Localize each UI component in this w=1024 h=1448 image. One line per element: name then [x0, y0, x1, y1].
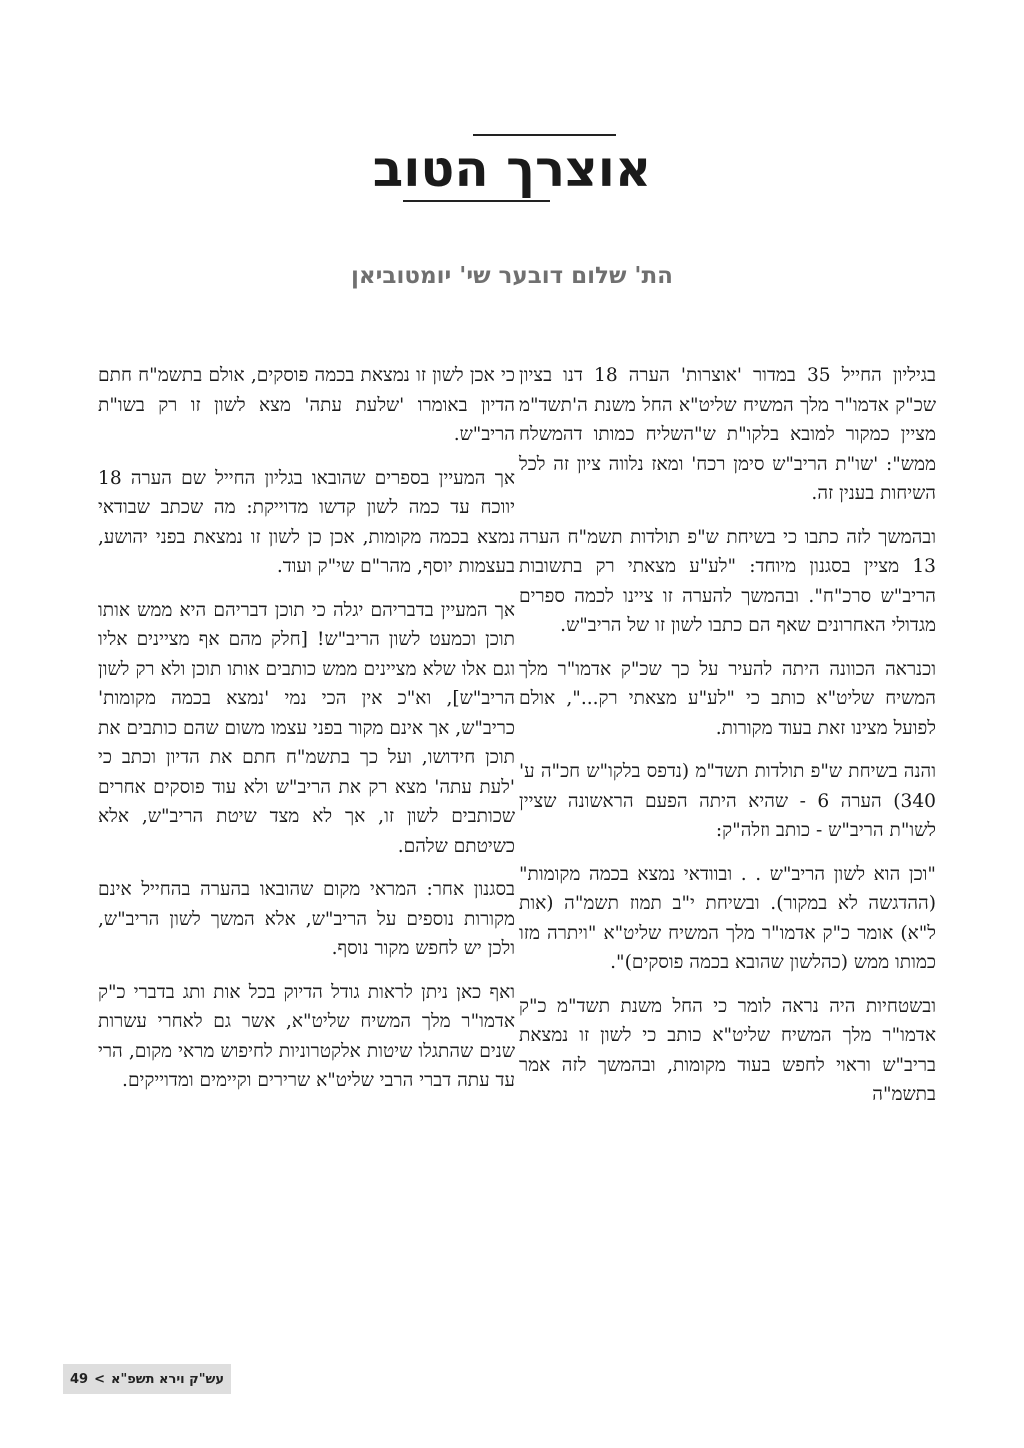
paragraph: "וכן הוא לשון הריב"ש . . ובוודאי נמצא בכמה מקומות" (ההדגשה לא במקור). ובשיחת י"ב תמוז תשמ"ה (אות ל"א) אומר כ"ק אדמו"ר מלך המשיח שליט"א "ויתרה מזו כמותו ממש (כהלשון שהובא בכמה פוסקים)". [519, 863, 936, 973]
paragraph: אך המעיין בדבריהם יגלה כי תוכן דבריהם היא ממש אותו תוכן וכמעט לשון הריב"ש! [חלק מהם אף מציינים אליו וגם אלו שלא מציינים ממש כותבים אותו תוכן ולא רק לשון הריב"ש], וא"כ אין הכי נמי 'נמצא בכמה מקומות' כריב"ש, אך אינם מקור בפני עצמו משום שהם כותבים את תוכן חידושו, ועל כך בתשמ"ח חתם את הדיון וכתב כי 'לעת עתה' מצא רק את הריב"ש ולא עוד פוסקים אחרים שכותבים לשון זו, אך לא מצד שיטת הריב"ש, אלא כשיטתם שלהם. [98, 599, 515, 857]
author-byline: הת' שלום דובער שי' יומטוביאן [351, 263, 673, 289]
title-rule-bottom [403, 200, 550, 202]
page-number: 49 [69, 1371, 89, 1387]
paragraph: ובשטחיות היה נראה לומר כי החל משנת תשד"מ כ"ק אדמו"ר מלך המשיח שליט"א כותב כי לשון זו נמצאת בריב"ש וראוי לחפש בעוד מקומות, ובהמשך לזה אמר בתשמ"ה [519, 995, 936, 1105]
page-footer [63, 1364, 231, 1394]
article-column-left [98, 361, 515, 1110]
paragraph: בסגנון אחר: המראי מקום שהובאו בהערה בהחייל אינם מקורות נוספים על הריב"ש, אלא המשך לשון הריב"ש, ולכן יש לחפש מקור נוסף. [98, 879, 515, 959]
title-rule-top [473, 134, 616, 136]
paragraph: ואף כאן ניתן לראות גודל הדיוק בכל אות ותג בדברי כ"ק אדמו"ר מלך המשיח שליט"א, אשר גם לאחרי עשרות שנים שהתגלו שיטות אלקטרוניות לחיפוש מראי מקום, הרי עד עתה דברי הרבי שליט"א שרירים וקיימים ומדוייקים. [98, 981, 515, 1091]
page-title: אוצרך הטוב [372, 140, 652, 198]
article-column-right [519, 361, 936, 1124]
paragraph: ובהמשך לזה כתבו כי בשיחת ש"פ תולדות תשמ"ח הערה 13 מציין בסגנון מיוחד: "לע"ע מצאתי רק בתשובות הריב"ש סרכ"ח". ובהמשך להערה זו ציינו לכמה ספרים מגדולי האחרונים שאף הם כתבו לשון זו של הריב"ש. [519, 526, 936, 636]
paragraph: וכנראה הכוונה היתה להעיר על כך שכ"ק אדמו"ר מלך המשיח שליט"א כותב כי "לע"ע מצאתי רק...", אולם לפועל מצינו זאת בעוד מקורות. [519, 658, 936, 739]
paragraph: אך המעיין בספרים שהובאו בגליון החייל שם הערה 18 יווכח עד כמה לשון קדשו מדוייקת: מה שכתב שבודאי נמצא בכמה מקומות, אכן כן לשון זו נמצאת בפני יהושע, בעצמות יוסף, מהר"ם שי"ק ועוד. [98, 467, 515, 577]
paragraph: כי אכן לשון זו נמצאת בכמה פוסקים, אולם בתשמ"ח חתם הדיון באומרו 'שלעת עתה' מצא לשון זו רק בשו"ת הריב"ש. [98, 365, 515, 445]
paragraph: בגיליון החייל 35 במדור 'אוצרות' הערה 18 דנו בציון שכ"ק אדמו"ר מלך המשיח שליט"א החל משנת ה'תשד"מ מציין כמקור למובא בלקו"ת ש"השליח כמותו דהמשלח ממש": 'שו"ת הריב"ש סימן רכח' ומאז נלווה ציון זה לכל השיחות בענין זה. [519, 365, 936, 504]
paragraph: והנה בשיחת ש"פ תולדות תשד"מ (נדפס בלקו"ש חכ"ה ע' 340) הערה 6 - שהיא היתה הפעם הראשונה שציין לשו"ת הריב"ש - כותב וזלה"ק: [519, 761, 936, 841]
footer-separator: > [94, 1371, 105, 1387]
title-block [0, 128, 1024, 218]
footer-publication: עש"ק וירא תשפ"א [110, 1371, 225, 1387]
